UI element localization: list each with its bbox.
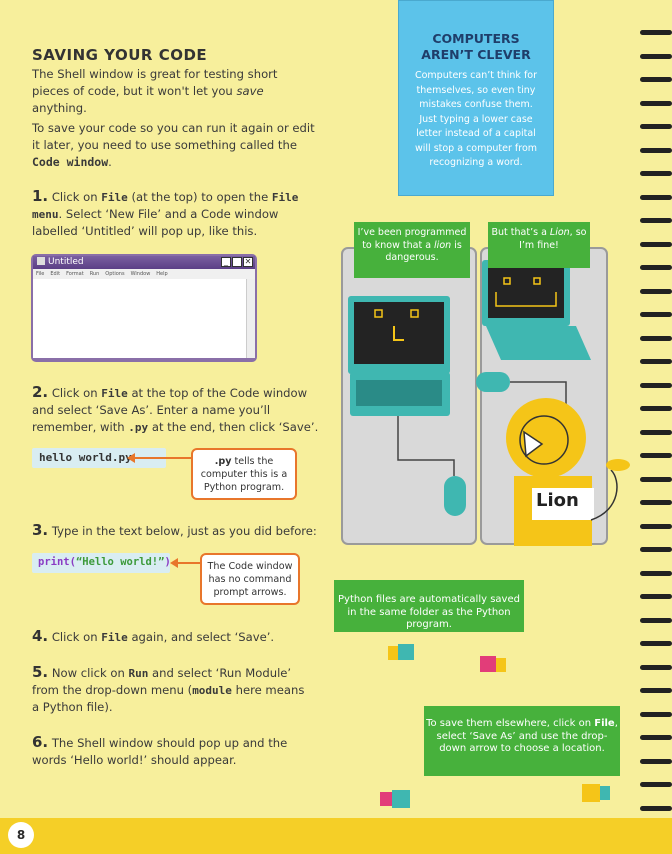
character-body xyxy=(388,646,398,660)
right-laptop-base xyxy=(486,326,591,360)
step-text: The Shell window should pop up and the words ‘Hello world!’ should appear. xyxy=(32,736,288,767)
spiral-ring xyxy=(640,101,672,106)
spiral-ring xyxy=(640,148,672,153)
print-close: ) xyxy=(164,556,171,568)
bubble-text: To save them elsewhere, click on xyxy=(426,718,595,729)
character-body xyxy=(496,658,506,672)
lion-tail-tip xyxy=(606,459,630,471)
print-code xyxy=(38,556,171,568)
py-callout-bold: .py xyxy=(214,456,232,467)
spiral-ring xyxy=(640,406,672,411)
menu-item-format[interactable]: Format xyxy=(66,271,84,277)
step-number: 4. xyxy=(32,627,49,645)
spiral-ring xyxy=(640,500,672,505)
spiral-ring xyxy=(640,594,672,599)
spiral-ring xyxy=(640,641,672,646)
spiral-ring xyxy=(640,124,672,129)
step-number: 5. xyxy=(32,663,49,681)
code-window-menubar xyxy=(33,269,255,279)
intro-1-text: The Shell window is great for testing short pieces of code, but it won't let you xyxy=(32,67,278,98)
sidebar-title-1: COMPUTERS xyxy=(432,31,520,46)
filename-code: hello world.py xyxy=(39,451,132,464)
spiral-ring xyxy=(640,782,672,787)
characters-top xyxy=(388,634,518,684)
step-bold: module xyxy=(192,684,232,697)
step-number: 2. xyxy=(32,383,49,401)
spiral-ring xyxy=(640,477,672,482)
step-text: and select ‘Run Module’ from the drop-down menu ( xyxy=(32,666,292,697)
menu-item-run[interactable]: Run xyxy=(89,271,100,277)
spiral-ring xyxy=(640,453,672,458)
bubble-text: , select ‘Save As’ and use the drop-down arrow to choose a location. xyxy=(436,718,618,754)
sidebar-body: Computers can’t think for themselves, so even tiny mistakes confuse them. Just typing a lower case letter instead of a capital will stop a computer from recognizing a word. xyxy=(414,70,538,168)
step-text: at the end, then click ‘Save’. xyxy=(148,420,319,434)
step-text: here means a Python file). xyxy=(32,683,305,714)
right-mouse xyxy=(476,372,510,392)
step-number: 6. xyxy=(32,733,49,751)
menu-item-window[interactable]: Window xyxy=(130,271,151,277)
intro-1-emphasis: save xyxy=(236,84,264,98)
code-window-editor[interactable] xyxy=(33,279,255,358)
spiral-ring xyxy=(640,265,672,270)
bubble-programmed xyxy=(354,222,470,278)
spiral-ring xyxy=(640,618,672,623)
spiral-ring xyxy=(640,30,672,35)
spiral-ring xyxy=(640,289,672,294)
page-number: 8 xyxy=(8,822,34,848)
step-bold: File xyxy=(101,387,128,400)
lion-label: Lion xyxy=(536,490,579,511)
intro-2-text: To save your code so you can run it again or edit it later, you need to use something called the xyxy=(32,121,315,152)
spiral-ring xyxy=(640,312,672,317)
intro-paragraph-1 xyxy=(32,66,318,117)
spiral-ring xyxy=(640,383,672,388)
spiral-ring xyxy=(640,759,672,764)
step-bold: File xyxy=(101,191,128,204)
spiral-ring xyxy=(640,218,672,223)
py-callout xyxy=(191,448,297,500)
spiral-ring xyxy=(640,77,672,82)
bubble-bold: File xyxy=(594,718,615,729)
menu-item-options[interactable]: Options xyxy=(105,271,125,277)
arrow-line xyxy=(177,562,201,564)
menu-item-help[interactable]: Help xyxy=(156,271,168,277)
step-6 xyxy=(32,734,322,769)
bubble-emphasis: lion xyxy=(434,239,452,251)
scrollbar[interactable] xyxy=(246,279,255,358)
step-text: (at the top) to open the xyxy=(127,190,272,204)
character-body xyxy=(600,786,610,800)
bubble-text: , so I’m fine! xyxy=(519,227,587,251)
bubble-fine xyxy=(488,222,590,268)
spiral-ring xyxy=(640,665,672,670)
step-4 xyxy=(32,628,332,646)
step-5 xyxy=(32,664,312,716)
step-text: Click on xyxy=(48,630,102,644)
spiral-ring xyxy=(640,571,672,576)
step-bold: File xyxy=(101,631,128,644)
step-text: . Select ‘New File’ and a Code window labelled ‘Untitled’ will pop up, like this. xyxy=(32,207,279,238)
character-body xyxy=(380,792,392,806)
step-number: 1. xyxy=(32,187,49,205)
bubble-text: is dangerous. xyxy=(385,239,462,263)
menu-item-edit[interactable]: Edit xyxy=(50,271,61,277)
menu-item-file[interactable]: File xyxy=(36,271,45,277)
left-laptop-keyboard xyxy=(356,380,442,406)
print-string: “Hello world!” xyxy=(75,556,165,568)
print-function: print( xyxy=(38,556,76,568)
file-icon xyxy=(37,257,45,265)
step-1 xyxy=(32,188,322,240)
step-bold: .py xyxy=(128,421,149,434)
intro-1-end: anything. xyxy=(32,101,87,115)
character-head xyxy=(392,790,410,808)
step-text: at the top of the Code window and select ‘Save As’. Enter a name you’ll remember, with xyxy=(32,386,308,434)
intro-2-bold: Code window xyxy=(32,155,109,169)
py-callout-text: tells the computer this is a Python program. xyxy=(200,456,288,493)
step-text: Click on xyxy=(48,386,102,400)
sidebar-box xyxy=(398,0,554,196)
step-text: Now click on xyxy=(48,666,129,680)
step-3 xyxy=(32,522,332,540)
spiral-ring xyxy=(640,359,672,364)
section-title: SAVING YOUR CODE xyxy=(32,46,208,64)
step-text: again, and select ‘Save’. xyxy=(127,630,275,644)
minimize-icon[interactable]: _ xyxy=(221,257,231,267)
step-bold: File menu xyxy=(32,191,299,221)
right-laptop-screen xyxy=(488,266,564,318)
left-laptop-screen xyxy=(354,302,444,364)
spiral-ring xyxy=(640,336,672,341)
spiral-ring xyxy=(640,242,672,247)
spiral-ring xyxy=(640,430,672,435)
bubble-save-elsewhere xyxy=(424,706,620,776)
character-head xyxy=(398,644,414,660)
bubble-text: I’ve been programmed to know that a xyxy=(357,227,467,251)
intro-2-end: . xyxy=(108,155,112,169)
spiral-ring xyxy=(640,54,672,59)
bubble-emphasis: Lion xyxy=(549,227,570,238)
bubble-autosave: Python files are automatically saved in the same folder as the Python program. xyxy=(334,580,524,632)
spiral-ring xyxy=(640,806,672,811)
window-controls xyxy=(221,257,253,267)
close-icon[interactable]: ✕ xyxy=(244,257,252,266)
character-head xyxy=(480,656,496,672)
spiral-ring xyxy=(640,735,672,740)
spiral-ring xyxy=(640,547,672,552)
step-2 xyxy=(32,384,322,436)
maximize-icon[interactable] xyxy=(232,257,242,267)
left-mouse xyxy=(444,476,466,516)
spiral-ring xyxy=(640,688,672,693)
arrow-line xyxy=(134,457,192,459)
spiral-ring xyxy=(640,524,672,529)
step-bold: Run xyxy=(128,667,149,680)
intro-paragraph-2 xyxy=(32,120,318,171)
spiral-ring xyxy=(640,171,672,176)
code-window xyxy=(31,254,257,362)
code-window-title: Untitled xyxy=(48,257,84,267)
bubble-text: But that’s a xyxy=(491,227,550,238)
no-prompt-callout: The Code window has no command prompt arrows. xyxy=(200,553,300,605)
footer-band xyxy=(0,818,672,854)
sidebar-title-2: AREN’T CLEVER xyxy=(421,47,531,62)
step-text: Click on xyxy=(48,190,102,204)
code-window-titlebar xyxy=(33,256,255,269)
character-head xyxy=(582,784,600,802)
step-number: 3. xyxy=(32,521,49,539)
spiral-ring xyxy=(640,195,672,200)
spiral-ring xyxy=(640,712,672,717)
step-text: Type in the text below, just as you did before: xyxy=(48,524,317,538)
